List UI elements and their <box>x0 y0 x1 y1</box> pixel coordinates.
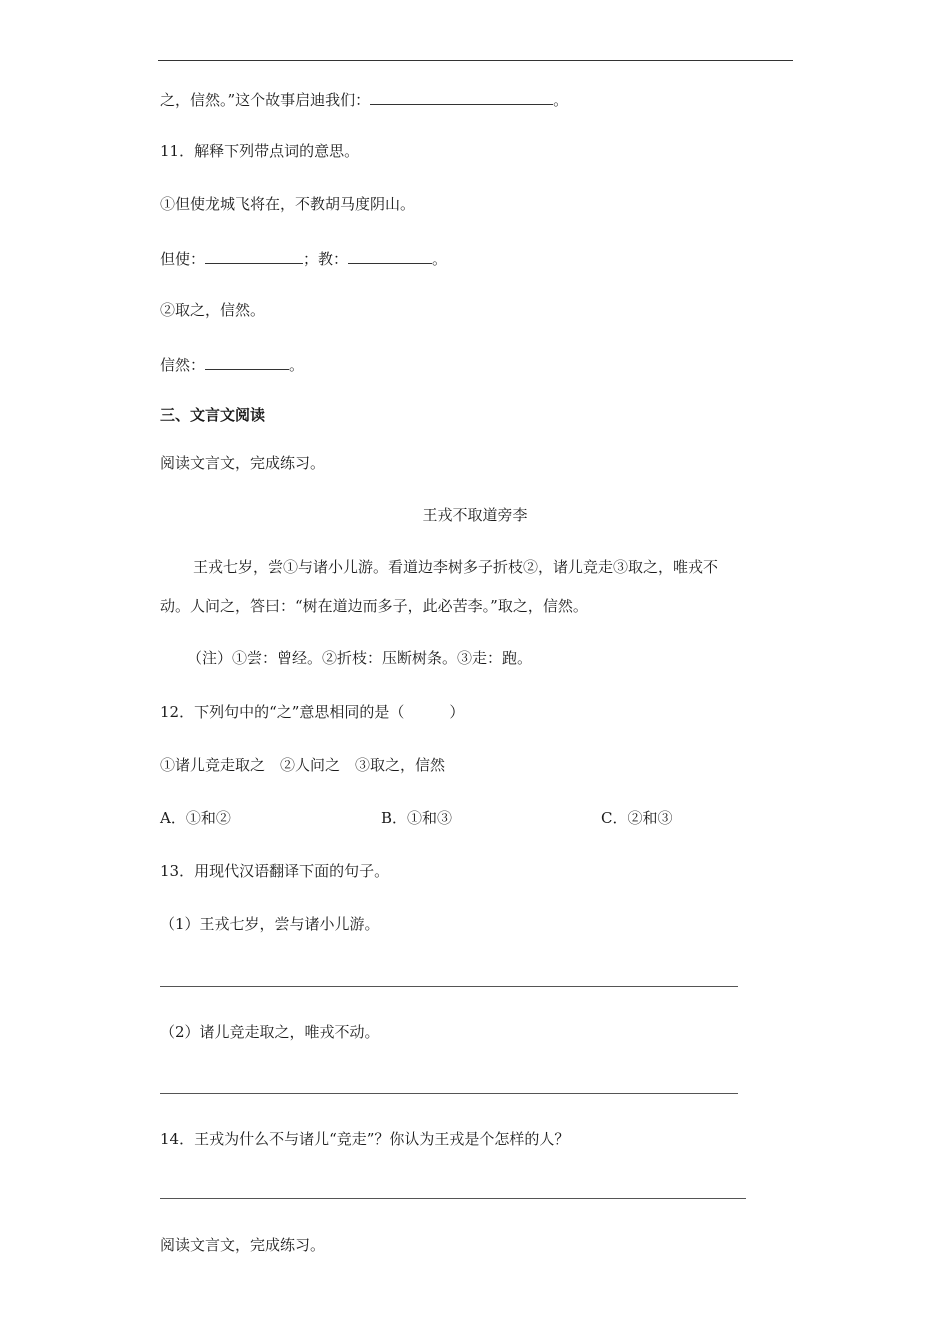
q11-stem: 11．解释下列带点词的意思。 <box>160 142 360 160</box>
q10-answer-blank[interactable] <box>370 88 553 105</box>
q13-sentence-1: （1）王戎七岁，尝与诸小儿游。 <box>160 915 380 933</box>
q12-option-a[interactable]: A．①和② <box>160 809 231 827</box>
q14-answer-line[interactable] <box>160 1198 746 1199</box>
q13-sentence-2: （2）诸儿竞走取之，唯戎不动。 <box>160 1023 380 1041</box>
q12-stem: 12．下列句中的“之”意思相同的是（ ） <box>160 703 465 721</box>
q11-row2-end: 。 <box>289 356 305 374</box>
q12-option-c[interactable]: C．②和③ <box>601 809 673 827</box>
q13-stem: 13．用现代汉语翻译下面的句子。 <box>160 862 390 880</box>
q11-label-xinran: 信然： <box>160 356 206 374</box>
q11-row1-end: 。 <box>432 250 448 268</box>
passage-note: （注）①尝：曾经。②折枝：压断树条。③走：跑。 <box>187 649 533 667</box>
q14-stem: 14．王戎为什么不与诸儿“竞走”？你认为王戎是个怎样的人？ <box>160 1130 570 1148</box>
q13-answer-line-1[interactable] <box>160 986 738 987</box>
passage-line-2: 动。人问之，答曰：“树在道边而多子，此必苦李。”取之，信然。 <box>160 597 588 615</box>
next-instruction: 阅读文言文，完成练习。 <box>160 1236 326 1254</box>
section-instruction: 阅读文言文，完成练习。 <box>160 454 326 472</box>
q11-label-danshi: 但使： <box>160 250 206 268</box>
q11-jiao-blank[interactable] <box>348 247 432 264</box>
q10-end-punct: 。 <box>553 91 569 109</box>
q10-text: 之，信然。”这个故事启迪我们： <box>160 91 371 109</box>
q12-option-b[interactable]: B．①和③ <box>381 809 453 827</box>
q11-sentence-1: ①但使龙城飞将在，不教胡马度阴山。 <box>160 195 416 213</box>
q11-danshi-blank[interactable] <box>205 247 303 264</box>
passage-line-1: 王戎七岁，尝①与诸小儿游。看道边李树多子折枝②，诸儿竞走③取之，唯戎不 <box>193 558 719 576</box>
q11-blank-row-1 <box>160 247 447 269</box>
header-rule <box>158 60 793 61</box>
q10-continuation <box>160 88 568 110</box>
q11-sentence-2: ②取之，信然。 <box>160 301 266 319</box>
q11-label-jiao: ；教： <box>303 250 349 268</box>
q13-answer-line-2[interactable] <box>160 1093 738 1094</box>
q11-xinran-blank[interactable] <box>205 353 289 370</box>
q11-blank-row-2 <box>160 353 304 375</box>
passage-title: 王戎不取道旁李 <box>422 506 528 524</box>
section-heading: 三、文言文阅读 <box>160 406 266 424</box>
q12-sentences: ①诸儿竞走取之 ②人问之 ③取之，信然 <box>160 756 446 774</box>
